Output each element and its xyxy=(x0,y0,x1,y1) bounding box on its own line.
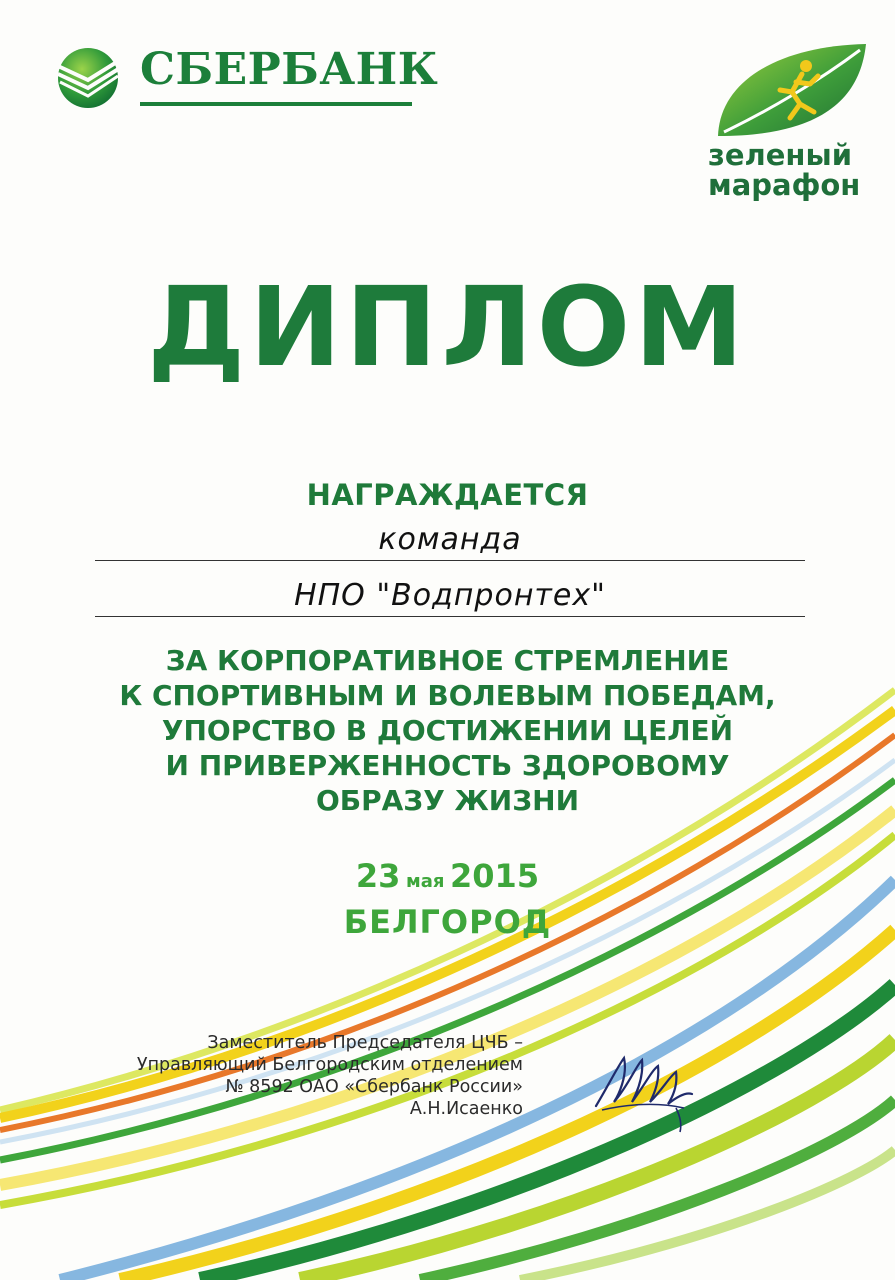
reason-line: И ПРИВЕРЖЕННОСТЬ ЗДОРОВОМУ xyxy=(165,749,730,782)
green-marathon-logo xyxy=(700,40,870,200)
recipient-rule-2 xyxy=(95,616,805,618)
sberbank-logo xyxy=(52,44,439,114)
signatory-line: Заместитель Председателя ЦЧБ – xyxy=(207,1033,523,1053)
recipient-handwritten-2: НПО "Водпронтех" xyxy=(294,578,606,613)
reason-line: УПОРСТВО В ДОСТИЖЕНИИ ЦЕЛЕЙ xyxy=(161,714,734,747)
recipient-handwritten-1: команда xyxy=(378,522,522,557)
marathon-line1: зеленый xyxy=(708,138,853,172)
signatory-line: № 8592 ОАО «Сбербанк России» xyxy=(225,1077,523,1097)
signatory-line: Управляющий Белгородским отделением xyxy=(136,1055,523,1075)
date-year: 2015 xyxy=(450,857,540,895)
awarded-label: НАГРАЖДАЕТСЯ xyxy=(306,478,589,512)
leaf-runner-icon xyxy=(710,40,870,144)
sberbank-underline xyxy=(140,102,412,106)
recipient-line-1 xyxy=(95,521,805,561)
sberbank-wordmark: СБЕРБАНК xyxy=(140,44,439,95)
reason-line: К СПОРТИВНЫМ И ВОЛЕВЫМ ПОБЕДАМ, xyxy=(119,679,776,712)
marathon-wordmark xyxy=(708,140,870,200)
award-reason xyxy=(0,643,895,818)
date-month: мая xyxy=(406,871,445,892)
signatory-block xyxy=(137,1032,523,1120)
recipient-rule-1 xyxy=(95,560,805,562)
reason-line: ЗА КОРПОРАТИВНОЕ СТРЕМЛЕНИЕ xyxy=(165,644,730,677)
recipient-line-2 xyxy=(95,577,805,617)
sberbank-emblem-icon xyxy=(52,46,124,110)
diploma-title: ДИПЛОМ xyxy=(147,263,748,391)
signatory-line: А.Н.Исаенко xyxy=(409,1099,523,1119)
award-city: БЕЛГОРОД xyxy=(343,903,552,941)
date-day: 23 xyxy=(355,857,401,895)
reason-line: ОБРАЗУ ЖИЗНИ xyxy=(315,784,580,817)
award-date xyxy=(0,857,895,895)
signature-icon xyxy=(588,1036,698,1136)
marathon-line2: марафон xyxy=(708,168,861,202)
